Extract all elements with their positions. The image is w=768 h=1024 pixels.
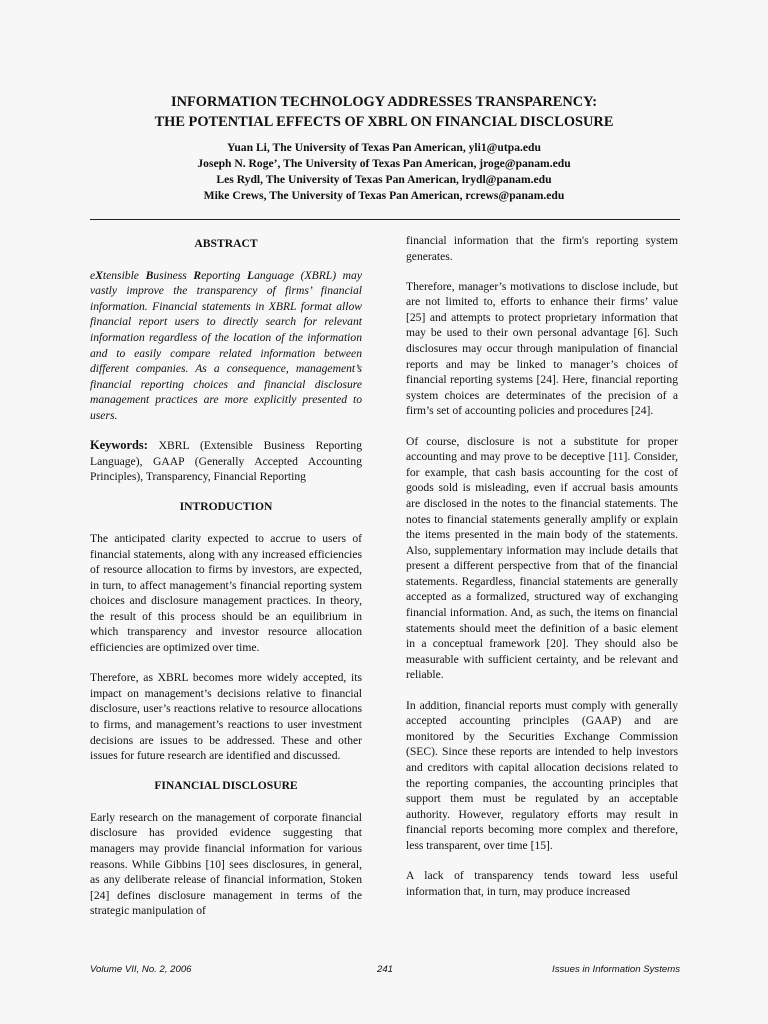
brand-part: eporting xyxy=(201,268,248,282)
brand-initial: R xyxy=(193,268,202,282)
author-line: Yuan Li, The University of Texas Pan American, yli1@utpa.edu xyxy=(227,141,541,154)
author-line: Mike Crews, The University of Texas Pan American, rcrews@panam.edu xyxy=(203,189,565,202)
author-line: Joseph N. Roge’, The University of Texas Pan American, jroge@panam.edu xyxy=(197,157,571,170)
paper-title xyxy=(60,92,708,132)
keywords-text: XBRL (Extensible Business Reporting Language), GAAP (Generally Accepted Accounting Principles), Transparency, Financial Reporting xyxy=(90,439,362,484)
introduction-paragraph: Therefore, as XBRL becomes more widely accepted, its impact on management’s decisions relative to financial disclosure, user’s reactions relative to resource allocations to firms, and management’s reactions to user investment decisions are issues to be addressed. These and other issues for future research are identified and discussed. xyxy=(90,671,362,763)
financial-disclosure-paragraph: Early research on the management of corporate financial disclosure has provided evidence suggesting that managers may provide financial information for various reasons. While Gibbins [10] sees disclosures, in general, as any deliberate release of financial information, Stoken [24] defines disclosure management in terms of the strategic manipulation of xyxy=(90,810,362,918)
brand-initial: B xyxy=(145,268,154,282)
brand-part: tensible xyxy=(102,268,146,282)
brand-part: anguage xyxy=(254,268,295,282)
introduction-heading: INTRODUCTION xyxy=(179,500,273,514)
brand-part: e xyxy=(90,268,96,282)
body-paragraph: Therefore, manager’s motivations to disclose include, but are not limited to, efforts to enhance their firms’ value [25] and attempts to protect proprietary information that may be used to their own personal advantage [6]. Such disclosures may occur through manipulation of financial reports and may be linked to manager’s choices of financial reporting systems [24]. Here, financial reporting system choices are determinates of the precision of a firm’s set of accounting policies and procedures [24]. xyxy=(406,279,678,418)
header-divider xyxy=(90,219,680,220)
author-list xyxy=(60,140,708,204)
left-column xyxy=(90,233,362,933)
abstract-heading: ABSTRACT xyxy=(194,237,258,250)
keywords-paragraph xyxy=(90,438,362,485)
abstract-paragraph xyxy=(90,268,362,424)
body-paragraph: financial information that the firm's reporting system generates. xyxy=(406,234,678,263)
financial-disclosure-heading: FINANCIAL DISCLOSURE xyxy=(154,779,298,793)
right-column xyxy=(406,233,678,914)
abstract-body: (XBRL) may vastly improve the transparency of firms’ financial information. Financial statements in XBRL format allow financial report users to directly search for relevant information regardless of the location of the information and to easily compare related information between different companies. As a consequence, management’s financial reporting choices and financial disclosure management practices are more explicitly presented to users. xyxy=(90,268,362,422)
brand-initial: X xyxy=(95,268,103,282)
brand-initial: L xyxy=(247,268,255,282)
page-number: 241 xyxy=(376,964,393,975)
paper-title-line-2: THE POTENTIAL EFFECTS OF XBRL ON FINANCIAL DISCLOSURE xyxy=(154,114,614,130)
body-paragraph: In addition, financial reports must comply with generally accepted accounting principles (GAAP) and are monitored by the Securities Exchange Commission (SEC). Since these reports are intended to help investors and creditors with capital allocation decisions related to the reporting companies, the accounting principles that support them must be regulated by an acceptable authority. However, regulatory efforts may result in financial reports becoming more complex and therefore, less transparent, over time [15]. xyxy=(406,698,678,852)
paper-title-line-1: INFORMATION TECHNOLOGY ADDRESSES TRANSPARENCY: xyxy=(170,94,598,110)
introduction-paragraph: The anticipated clarity expected to accrue to users of financial statements, along with any increased efficiencies of resource allocation to firms by investors, are expected, in turn, to affect management’s financial reporting system choices and disclosure management practices. In theory, the result of this process should be an equilibrium in which transparency and investor resource allocation efficiencies are optimized over time. xyxy=(90,531,362,655)
brand-part: usiness xyxy=(153,268,194,282)
page-footer xyxy=(90,964,680,978)
footer-journal: Issues in Information Systems xyxy=(552,964,680,975)
body-paragraph: A lack of transparency tends toward less useful information that, in turn, may produce increased xyxy=(406,868,678,898)
keywords-label: Keywords: xyxy=(90,438,148,453)
author-line: Les Rydl, The University of Texas Pan American, lrydl@panam.edu xyxy=(216,173,552,186)
body-paragraph: Of course, disclosure is not a substitute for proper accounting and may prove to be deceptive [11]. Consider, for example, that cash basis accounting for the cost of goods sold is misleading, even if accrual basis amounts are disclosed in the notes to the financial statements. The notes to financial statements generally amplify or explain the items presented in the main body of the statements. Also, supplementary information may include details that present a different perspective from that of the financial statements. Regardless, financial statements are generally accepted as a formalized, structured way of exchanging financial information. And, as such, the items on financial statements should meet the definition of a basic element in a conceptual framework [20]. They should also be measurable with sufficient certainty, and be relevant and reliable. xyxy=(406,434,678,682)
footer-volume: Volume VII, No. 2, 2006 xyxy=(90,964,192,975)
